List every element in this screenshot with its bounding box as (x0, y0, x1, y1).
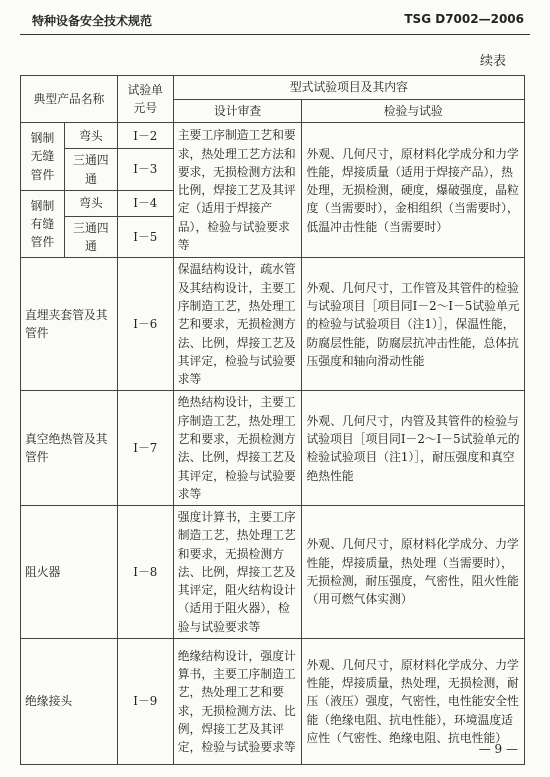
test-cell: 外观、几何尺寸，内管及其管件的检验与试验项目［项目同I－2～I－5试验单元的检验试验项目（注1）］，耐压强度和真空绝热性能 (302, 391, 525, 506)
header-design: 设计审查 (173, 100, 302, 123)
product-name: 真空绝热管及其管件 (21, 391, 118, 506)
header-standard-title: 特种设备安全技术规范 (32, 14, 153, 28)
type-test-table (20, 75, 525, 765)
test-cell: 外观、几何尺寸，原材料化学成分、力学性能，焊接质量，热处理（当需要时），无损检测，耐压强度，气密性，阻火性能（用可燃气体实测） (302, 506, 525, 639)
unit-code: I－5 (117, 216, 173, 258)
product-seamless: 钢制无缝管件 (21, 123, 65, 191)
page-number: — 9 — (478, 742, 518, 756)
design-cell: 保温结构设计，疏水管及其结构设计，主要工序制造工艺，热处理工艺和要求，无损检测方法、比例，焊接工艺及其评定，检验与试验要求等 (173, 258, 302, 391)
product-tee: 三通四通 (64, 216, 117, 258)
test-cell: 外观、几何尺寸，工作管及其管件的检验与试验项目［项目同I－2～I－5试验单元的检验与试验项目（注1）］，保温性能，防腐层性能，防腐层抗冲击性能，总体抗压强度和轴向滑动性能 (302, 258, 525, 391)
product-welded: 钢制有缝管件 (21, 190, 65, 258)
page-header (20, 12, 530, 32)
product-elbow: 弯头 (64, 123, 117, 149)
table-row (21, 506, 525, 639)
header-standard-code: TSG D7002—2006 (404, 12, 524, 26)
design-cell: 绝热结构设计，主要工序制造工艺，热处理工艺和要求，无损检测方法、比例，焊接工艺及其评定，检验与试验要求等 (173, 391, 302, 506)
table-row (21, 258, 525, 391)
header-unit: 试验单元号 (117, 76, 173, 123)
test-cell: 外观、几何尺寸，原材料化学成分和力学性能，焊接质量（适用于焊接产品），热处理，无损检测，硬度，爆破强度，晶粒度（当需要时），金相组织（当需要时），低温冲击性能（当需要时） (302, 123, 525, 258)
header-group: 型式试验项目及其内容 (173, 76, 524, 100)
test-cell: 外观、几何尺寸，原材料化学成分、力学性能，焊接质量，热处理，无损检测，耐压（液压）强度，气密性，电性能安全性能（绝缘电阻、抗电性能），环境温度适应性（气密性、绝缘电阻、抗电性能） (302, 639, 525, 765)
unit-code: I－8 (117, 506, 173, 639)
header-divider (20, 34, 530, 35)
continuation-label: 续表 (479, 54, 506, 69)
table-row (21, 391, 525, 506)
unit-code: I－6 (117, 258, 173, 391)
design-cell: 主要工序制造工艺和要求，热处理工艺方法和要求，无损检测方法和比例，焊接工艺及其评定（适用于焊接产品），检验与试验要求等 (173, 123, 302, 258)
product-name: 绝缘接头 (21, 639, 118, 765)
design-cell: 强度计算书，主要工序制造工艺，热处理工艺和要求，无损检测方法、比例，焊接工艺及其评定，阻火结构设计（适用于阻火器），检验与试验要求等 (173, 506, 302, 639)
product-name: 阻火器 (21, 506, 118, 639)
design-cell: 绝缘结构设计，强度计算书，主要工序制造工艺，热处理工艺和要求，无损检测方法、比例，焊接工艺及其评定，检验与试验要求等 (173, 639, 302, 765)
table-header-row (21, 76, 525, 100)
table-row (21, 123, 525, 149)
table-row (21, 639, 525, 765)
header-test: 检验与试验 (302, 100, 525, 123)
header-product: 典型产品名称 (21, 76, 118, 123)
unit-code: I－9 (117, 639, 173, 765)
product-elbow: 弯头 (64, 190, 117, 216)
unit-code: I－3 (117, 149, 173, 191)
unit-code: I－2 (117, 123, 173, 149)
product-tee: 三通四通 (64, 149, 117, 191)
product-name: 直埋夹套管及其管件 (21, 258, 118, 391)
unit-code: I－7 (117, 391, 173, 506)
unit-code: I－4 (117, 190, 173, 216)
